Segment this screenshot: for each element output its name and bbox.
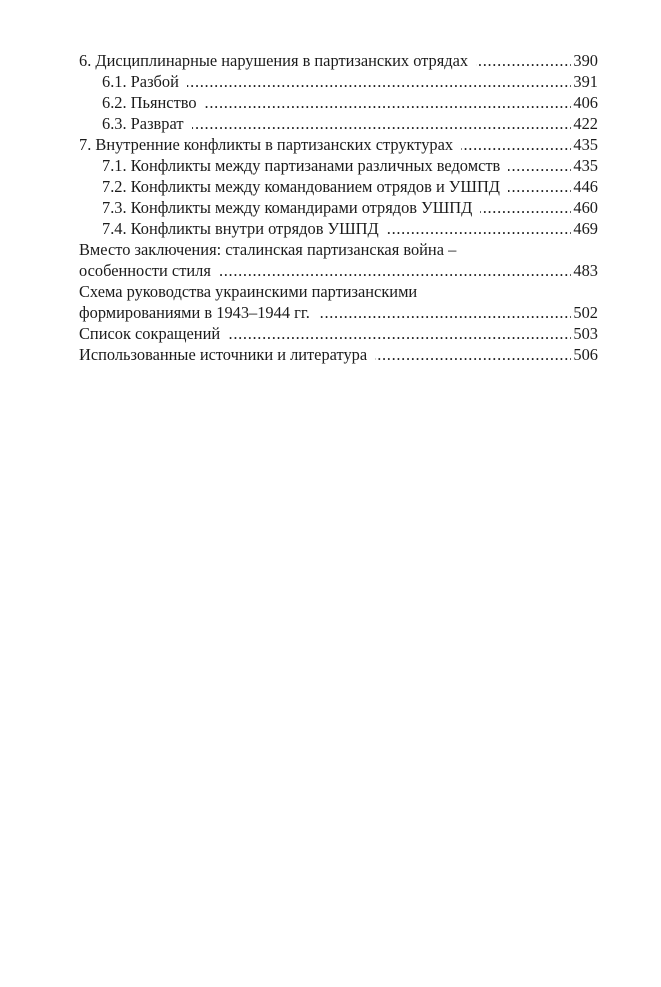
toc-page-number: 422 <box>573 114 598 133</box>
toc-entry-label-line-2: формированиями в 1943–1944 гг. <box>79 303 310 322</box>
dot-leader <box>228 323 571 344</box>
toc-entry-section-7-2[interactable] <box>79 176 598 197</box>
toc-entry-section-6-3[interactable] <box>79 113 598 134</box>
toc-page-number: 503 <box>573 324 598 343</box>
toc-page-number: 483 <box>573 261 598 280</box>
toc-page-number: 446 <box>573 177 598 196</box>
table-of-contents <box>79 50 598 365</box>
toc-entry-chapter-7[interactable] <box>79 134 598 155</box>
dot-leader <box>476 50 571 71</box>
dot-leader <box>375 344 571 365</box>
dot-leader <box>192 113 572 134</box>
toc-page-number: 469 <box>573 219 598 238</box>
toc-entry-label: 7.1. Конфликты между партизанами различных ведомств <box>102 156 501 175</box>
toc-page-number: 390 <box>573 51 598 70</box>
toc-entry-sources[interactable] <box>79 344 598 365</box>
toc-entry-scheme[interactable] <box>79 281 598 323</box>
toc-entry-chapter-6[interactable] <box>79 50 598 71</box>
toc-entry-label: Использованные источники и литература <box>79 345 368 364</box>
toc-entry-label: 7.4. Конфликты внутри отрядов УШПД <box>102 219 379 238</box>
dot-leader <box>387 218 572 239</box>
toc-entry-label: 6.2. Пьянство <box>102 93 197 112</box>
toc-entry-label: 6.1. Разбой <box>102 72 179 91</box>
toc-entry-section-7-4[interactable] <box>79 218 598 239</box>
toc-entry-label-line-1: Схема руководства украинскими партизанскими <box>79 282 418 301</box>
toc-entry-label: 7.3. Конфликты между командирами отрядов УШПД <box>102 198 473 217</box>
dot-leader <box>508 155 571 176</box>
toc-entry-last-line <box>79 302 598 323</box>
toc-entry-section-6-2[interactable] <box>79 92 598 113</box>
toc-page-number: 435 <box>573 156 598 175</box>
toc-page-number: 435 <box>573 135 598 154</box>
toc-entry-label-line-1: Вместо заключения: сталинская партизанская война – <box>79 240 457 259</box>
toc-page-number: 460 <box>573 198 598 217</box>
toc-entry-abbreviations[interactable] <box>79 323 598 344</box>
toc-entry-label-line-2: особенности стиля <box>79 261 211 280</box>
toc-page-number: 502 <box>573 303 598 322</box>
dot-leader <box>508 176 571 197</box>
dot-leader <box>480 197 571 218</box>
toc-entry-label: Список сокращений <box>79 324 221 343</box>
toc-entry-label: 6.3. Разврат <box>102 114 184 133</box>
toc-page-number: 406 <box>573 93 598 112</box>
toc-entry-section-7-3[interactable] <box>79 197 598 218</box>
toc-entry-section-6-1[interactable] <box>79 71 598 92</box>
dot-leader <box>205 92 572 113</box>
toc-page-number: 391 <box>573 72 598 91</box>
toc-entry-section-7-1[interactable] <box>79 155 598 176</box>
toc-entry-label: 6. Дисциплинарные нарушения в партизанских отрядах <box>79 51 469 70</box>
dot-leader <box>219 260 572 281</box>
dot-leader <box>318 302 572 323</box>
toc-entry-label: 7.2. Конфликты между командованием отрядов и УШПД <box>102 177 500 196</box>
dot-leader <box>187 71 572 92</box>
dot-leader <box>461 134 571 155</box>
toc-entry-last-line <box>79 260 598 281</box>
toc-entry-conclusion[interactable] <box>79 239 598 281</box>
toc-page-number: 506 <box>573 345 598 364</box>
toc-entry-label: 7. Внутренние конфликты в партизанских структурах <box>79 135 454 154</box>
